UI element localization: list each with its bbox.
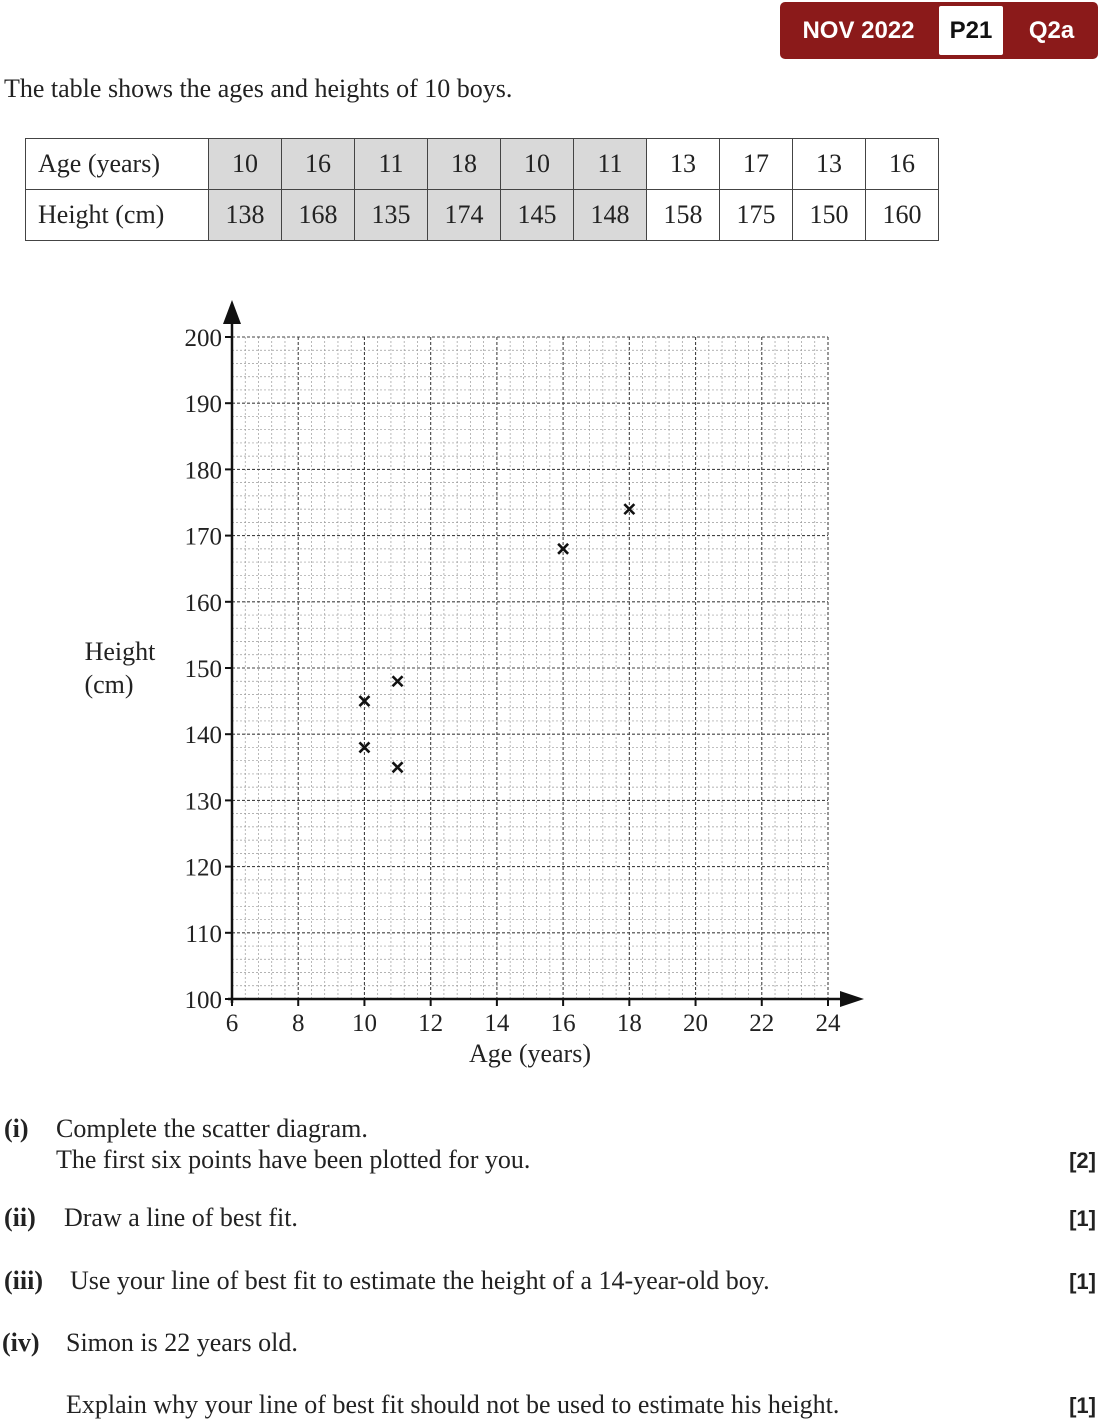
y-tick-label: 190 [184, 391, 222, 419]
question-number: (iii) [4, 1266, 43, 1295]
question-number: (ii) [4, 1203, 36, 1232]
age-height-table [25, 138, 939, 241]
x-tick-label: 6 [225, 1010, 239, 1037]
badge-session: NOV 2022 [802, 16, 915, 44]
y-tick-label: 130 [184, 788, 222, 816]
data-point-cross [393, 762, 403, 772]
x-axis-label: Age (years) [469, 1039, 591, 1068]
age-cell: 10 [501, 139, 574, 190]
age-cell: 11 [574, 139, 647, 190]
marks-ii: [1] [1069, 1206, 1096, 1231]
x-tick-label: 22 [749, 1010, 775, 1037]
y-tick-label: 100 [184, 987, 222, 1014]
x-tick-label: 8 [291, 1010, 305, 1037]
height-cell: 174 [428, 190, 501, 241]
x-tick-label: 12 [418, 1010, 444, 1037]
question-text: Use your line of best fit to estimate the height of a 14-year-old boy. [70, 1266, 770, 1295]
question-text: Complete the scatter diagram. [56, 1114, 368, 1143]
y-tick-label: 170 [184, 523, 222, 551]
marks-i: [2] [1069, 1148, 1096, 1173]
height-cell: 175 [720, 190, 793, 241]
paper-badge [780, 2, 1098, 59]
row-label-height: Height (cm) [26, 190, 209, 241]
height-cell: 145 [501, 190, 574, 241]
height-cell: 148 [574, 190, 647, 241]
x-tick-label: 20 [683, 1010, 709, 1037]
axes [223, 300, 864, 1007]
x-tick-label: 24 [815, 1010, 841, 1037]
marks-iv: [1] [1069, 1393, 1096, 1418]
age-cell: 18 [428, 139, 501, 190]
age-cell: 11 [355, 139, 428, 190]
x-tick-label: 10 [351, 1010, 377, 1037]
question-text: Simon is 22 years old. [66, 1328, 298, 1357]
table-row-height [26, 190, 939, 241]
age-cell: 13 [647, 139, 720, 190]
y-tick-label: 140 [184, 722, 222, 750]
y-axis-label-line2: (cm) [84, 670, 134, 699]
question-text: The first six points have been plotted for you. [56, 1145, 531, 1174]
x-tick-label: 16 [550, 1010, 576, 1037]
question-number: (iv) [2, 1328, 40, 1357]
badge-question: Q2a [1028, 16, 1075, 44]
age-cell: 16 [282, 139, 355, 190]
marks-iii: [1] [1069, 1269, 1096, 1294]
y-tick-label: 150 [184, 656, 222, 683]
y-tick-label: 180 [184, 457, 222, 485]
intro-text: The table shows the ages and heights of 10 boys. [4, 74, 513, 103]
age-cell: 13 [793, 139, 866, 190]
question-text: Explain why your line of best fit should not be used to estimate his height. [66, 1390, 840, 1419]
row-label-age: Age (years) [26, 139, 209, 190]
y-axis-arrow [223, 300, 241, 324]
y-tick-label: 200 [184, 325, 222, 352]
height-cell: 135 [355, 190, 428, 241]
y-axis-label-line1: Height [84, 637, 156, 666]
table-row-age [26, 139, 939, 190]
x-tick-label: 14 [484, 1010, 510, 1037]
badge-paper: P21 [939, 6, 1003, 55]
y-tick-label: 110 [185, 920, 222, 948]
scatter-chart [0, 290, 1100, 1080]
age-cell: 16 [866, 139, 939, 190]
height-cell: 150 [793, 190, 866, 241]
major-grid [232, 337, 828, 999]
height-cell: 168 [282, 190, 355, 241]
height-cell: 158 [647, 190, 720, 241]
x-axis-arrow [840, 991, 864, 1007]
height-cell: 160 [866, 190, 939, 241]
question-number: (i) [4, 1114, 29, 1143]
height-cell: 138 [209, 190, 282, 241]
x-tick-label: 18 [616, 1010, 642, 1037]
y-tick-label: 120 [184, 854, 222, 882]
age-cell: 10 [209, 139, 282, 190]
y-tick-label: 160 [184, 589, 222, 617]
age-cell: 17 [720, 139, 793, 190]
question-text: Draw a line of best fit. [64, 1203, 298, 1232]
